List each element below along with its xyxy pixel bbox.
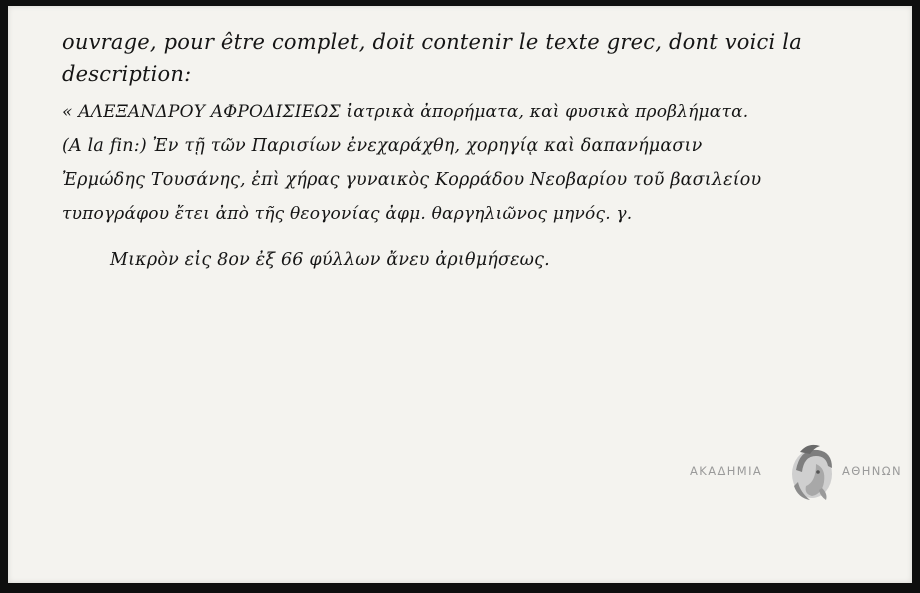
stamp-text-left: ΑΚΑΔΗΜΙΑ bbox=[690, 464, 763, 478]
text-line-3: « ΑΛΕΞΑΝΔΡΟΥ ΑΦΡΟΔΙΣΙΕΩΣ ἰατρικὰ ἀπορήματα, καὶ φυσικὰ προβλήματα. bbox=[62, 102, 749, 122]
athena-head-icon bbox=[786, 442, 840, 502]
text-line-4: (A la fin:) Ἐν τῇ τῶν Παρισίων ἐνεχαράχθη, χορηγίᾳ καὶ δαπανήμασιν bbox=[62, 136, 703, 156]
text-line-1: ouvrage, pour être complet, doit contenir le texte grec, dont voici la bbox=[62, 30, 802, 54]
stamp-text-right: ΑΘΗΝΩΝ bbox=[842, 464, 902, 478]
text-line-6: τυπογράφου ἔτει ἀπὸ τῆς θεογονίας ἀφμ. θαργηλιῶνος μηνός. γ. bbox=[62, 204, 633, 224]
academy-stamp bbox=[690, 442, 912, 502]
text-line-5: Ἐρμώδης Τουσάνης, ἐπὶ χήρας γυναικὸς Κορράδου Νεοβαρίου τοῦ βασιλείου bbox=[62, 170, 762, 190]
index-card bbox=[8, 6, 912, 583]
text-line-7: Μικρὸν εἰς 8ον ἐξ 66 φύλλων ἄνευ ἀριθμήσεως. bbox=[110, 250, 550, 270]
text-line-2: description: bbox=[62, 62, 192, 86]
